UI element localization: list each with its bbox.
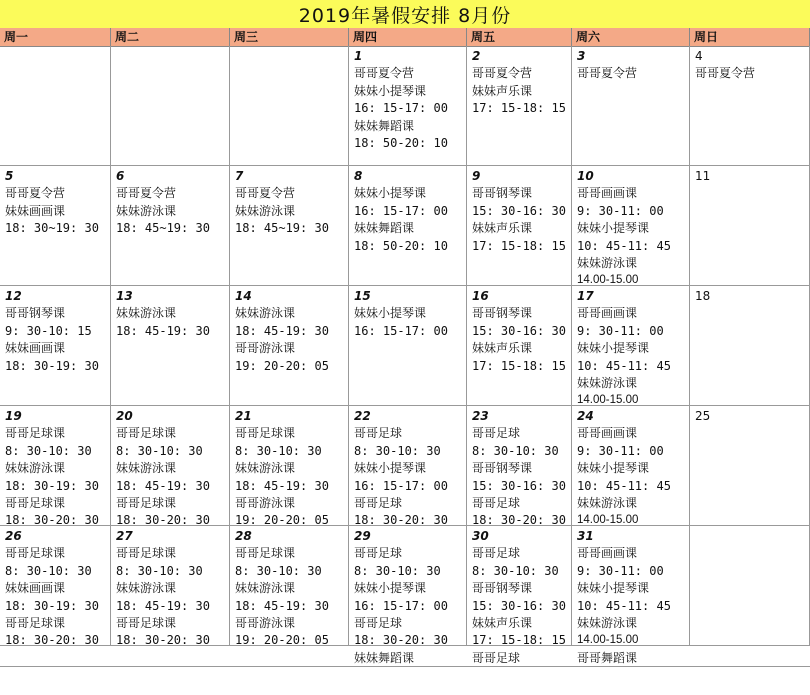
schedule-entry: 16: 15-17: 00 — [354, 478, 448, 493]
schedule-entry: 15: 30-16: 30 — [472, 598, 566, 613]
schedule-entry: 15: 30-16: 30 — [472, 478, 566, 493]
day-number: 11 — [695, 169, 711, 183]
day-number: 23 — [472, 409, 489, 423]
day-cell[interactable] — [349, 406, 467, 526]
schedule-entry: 哥哥夏令营 — [116, 186, 177, 201]
schedule-entry: 妹妹小提琴课 — [354, 581, 427, 596]
schedule-entry: 哥哥足球课 — [5, 616, 66, 631]
schedule-entry: 哥哥足球 — [472, 496, 521, 511]
day-number: 20 — [116, 409, 133, 423]
schedule-entry: 妹妹小提琴课 — [354, 306, 427, 321]
schedule-entry: 9: 30-11: 00 — [577, 203, 664, 218]
schedule-entry: 哥哥足球 — [472, 650, 521, 665]
schedule-entry: 妹妹游泳课 — [116, 581, 177, 596]
day-cell[interactable] — [690, 286, 810, 406]
day-cell[interactable] — [349, 46, 467, 166]
day-cell[interactable] — [690, 526, 810, 646]
schedule-entry: 14.00-15.00 — [577, 274, 639, 287]
schedule-entry: 18: 30~19: 30 — [5, 221, 99, 236]
schedule-entry: 妹妹画画课 — [5, 341, 66, 356]
schedule-entry: 19: 20-20: 05 — [235, 358, 329, 373]
day-cell[interactable] — [230, 46, 349, 166]
schedule-entry: 19: 20-20: 05 — [235, 633, 329, 648]
day-cell[interactable] — [230, 406, 349, 526]
schedule-entry: 8: 30-10: 30 — [116, 563, 203, 578]
schedule-entry: 哥哥足球课 — [116, 616, 177, 631]
schedule-entry: 哥哥夏令营 — [577, 66, 638, 81]
schedule-entry: 哥哥夏令营 — [5, 186, 66, 201]
day-number: 9 — [472, 169, 481, 183]
schedule-entry: 17: 15-18: 15 — [472, 633, 566, 648]
day-number: 5 — [5, 169, 14, 183]
schedule-entry: 17: 15-18: 15 — [472, 238, 566, 253]
schedule-entry: 16: 15-17: 00 — [354, 101, 448, 116]
day-number: 6 — [116, 169, 125, 183]
schedule-entry: 10: 45-11: 45 — [577, 598, 671, 613]
schedule-entry: 8: 30-10: 30 — [5, 563, 92, 578]
schedule-entry: 18: 30-20: 30 — [472, 513, 566, 528]
day-number: 29 — [354, 529, 371, 543]
schedule-entry: 哥哥舞蹈课 — [577, 650, 638, 665]
schedule-entry: 18: 30-20: 30 — [5, 513, 99, 528]
schedule-entry: 哥哥画画课 — [577, 426, 638, 441]
day-cell[interactable] — [0, 46, 111, 166]
schedule-entry: 妹妹游泳课 — [235, 461, 296, 476]
weekday-thu: 周四 — [349, 28, 467, 46]
schedule-entry: 妹妹游泳课 — [235, 581, 296, 596]
calendar-grid — [0, 46, 810, 665]
day-cell[interactable] — [349, 286, 467, 406]
day-number: 19 — [5, 409, 22, 423]
schedule-entry: 妹妹舞蹈课 — [354, 650, 415, 665]
schedule-entry: 10: 45-11: 45 — [577, 478, 671, 493]
schedule-entry: 10: 45-11: 45 — [577, 358, 671, 373]
day-number: 22 — [354, 409, 371, 423]
schedule-entry: 妹妹画画课 — [5, 203, 66, 218]
schedule-entry: 8: 30-10: 30 — [472, 443, 559, 458]
schedule-entry: 妹妹游泳课 — [116, 306, 177, 321]
schedule-entry: 妹妹游泳课 — [577, 496, 638, 511]
day-cell[interactable] — [467, 406, 572, 526]
day-number: 28 — [235, 529, 252, 543]
schedule-entry: 14.00-15.00 — [577, 394, 639, 407]
schedule-entry: 18: 30-19: 30 — [5, 478, 99, 493]
schedule-entry: 9: 30-10: 15 — [5, 323, 92, 338]
schedule-entry: 17: 15-18: 15 — [472, 101, 566, 116]
day-number: 4 — [695, 49, 703, 63]
schedule-entry: 哥哥足球课 — [116, 546, 177, 561]
schedule-entry: 18: 30-20: 30 — [116, 513, 210, 528]
schedule-entry: 哥哥画画课 — [577, 186, 638, 201]
day-cell[interactable] — [349, 166, 467, 286]
day-number: 21 — [235, 409, 252, 423]
schedule-entry: 18: 50-20: 10 — [354, 238, 448, 253]
empty-footer-row — [0, 666, 810, 695]
schedule-entry: 18: 45-19: 30 — [116, 478, 210, 493]
schedule-entry: 妹妹声乐课 — [472, 616, 533, 631]
schedule-entry: 9: 30-11: 00 — [577, 563, 664, 578]
day-number: 13 — [116, 289, 133, 303]
day-number: 10 — [577, 169, 594, 183]
sheet-title: 2019年暑假安排 8月份 — [0, 0, 810, 29]
schedule-entry: 妹妹游泳课 — [235, 203, 296, 218]
schedule-entry: 14.00-15.00 — [577, 514, 639, 527]
schedule-entry: 17: 15-18: 15 — [472, 358, 566, 373]
weekday-sun: 周日 — [690, 28, 810, 46]
schedule-entry: 16: 15-17: 00 — [354, 203, 448, 218]
schedule-entry: 18: 30-19: 30 — [5, 598, 99, 613]
schedule-entry: 妹妹声乐课 — [472, 221, 533, 236]
schedule-entry: 妹妹声乐课 — [472, 83, 533, 98]
schedule-entry: 10: 45-11: 45 — [577, 238, 671, 253]
day-cell[interactable] — [467, 526, 572, 665]
schedule-entry: 哥哥画画课 — [577, 306, 638, 321]
schedule-entry: 妹妹声乐课 — [472, 341, 533, 356]
day-number: 27 — [116, 529, 133, 543]
schedule-entry: 妹妹小提琴课 — [354, 186, 427, 201]
day-number: 26 — [5, 529, 22, 543]
schedule-entry: 哥哥画画课 — [577, 546, 638, 561]
schedule-entry: 妹妹游泳课 — [116, 203, 177, 218]
schedule-entry: 妹妹小提琴课 — [354, 83, 427, 98]
schedule-entry: 哥哥夏令营 — [235, 186, 296, 201]
schedule-entry: 18: 45-19: 30 — [235, 323, 329, 338]
schedule-entry: 18: 45-19: 30 — [235, 598, 329, 613]
schedule-entry: 妹妹小提琴课 — [577, 461, 650, 476]
day-number: 7 — [235, 169, 244, 183]
schedule-entry: 19: 20-20: 05 — [235, 513, 329, 528]
schedule-entry: 妹妹游泳课 — [577, 616, 638, 631]
day-number: 31 — [577, 529, 594, 543]
day-cell[interactable] — [230, 166, 349, 286]
day-cell[interactable] — [111, 286, 230, 406]
schedule-entry: 妹妹小提琴课 — [354, 461, 427, 476]
day-cell[interactable] — [0, 166, 111, 286]
day-cell[interactable] — [111, 46, 230, 166]
day-number: 18 — [695, 289, 711, 303]
day-cell[interactable] — [690, 46, 810, 166]
schedule-entry: 8: 30-10: 30 — [116, 443, 203, 458]
schedule-entry: 哥哥足球 — [472, 426, 521, 441]
day-cell[interactable] — [0, 526, 111, 646]
schedule-entry: 妹妹游泳课 — [577, 256, 638, 271]
day-number: 15 — [354, 289, 371, 303]
weekday-fri: 周五 — [467, 28, 572, 46]
day-number: 12 — [5, 289, 22, 303]
schedule-entry: 16: 15-17: 00 — [354, 598, 448, 613]
day-cell[interactable] — [690, 406, 810, 526]
schedule-entry: 妹妹小提琴课 — [577, 221, 650, 236]
schedule-entry: 妹妹画画课 — [5, 581, 66, 596]
weekday-header — [0, 28, 810, 47]
schedule-entry: 18: 45-19: 30 — [116, 598, 210, 613]
day-number: 17 — [577, 289, 594, 303]
day-cell[interactable] — [572, 166, 690, 286]
schedule-entry: 妹妹小提琴课 — [577, 581, 650, 596]
day-cell[interactable] — [111, 166, 230, 286]
schedule-entry: 18: 30-19: 30 — [5, 358, 99, 373]
day-cell[interactable] — [572, 406, 690, 526]
schedule-entry: 哥哥夏令营 — [695, 66, 756, 81]
schedule-entry: 妹妹小提琴课 — [577, 341, 650, 356]
schedule-entry: 哥哥足球 — [354, 496, 403, 511]
schedule-entry: 妹妹舞蹈课 — [354, 118, 415, 133]
schedule-entry: 8: 30-10: 30 — [5, 443, 92, 458]
schedule-entry: 哥哥足球课 — [5, 546, 66, 561]
day-cell[interactable] — [690, 166, 810, 286]
schedule-entry: 18: 30-20: 30 — [5, 633, 99, 648]
schedule-entry: 妹妹舞蹈课 — [354, 221, 415, 236]
schedule-entry: 哥哥足球课 — [235, 546, 296, 561]
schedule-entry: 18: 30-20: 30 — [116, 633, 210, 648]
day-cell[interactable] — [0, 406, 111, 526]
schedule-entry: 哥哥足球 — [354, 546, 403, 561]
schedule-entry: 16: 15-17: 00 — [354, 323, 448, 338]
schedule-entry: 18: 45~19: 30 — [116, 221, 210, 236]
schedule-entry: 8: 30-10: 30 — [472, 563, 559, 578]
schedule-entry: 哥哥钢琴课 — [472, 186, 533, 201]
schedule-entry: 哥哥游泳课 — [235, 341, 296, 356]
schedule-entry: 妹妹游泳课 — [235, 306, 296, 321]
schedule-entry: 哥哥足球课 — [5, 426, 66, 441]
schedule-entry: 18: 45-19: 30 — [116, 323, 210, 338]
schedule-entry: 18: 30-20: 30 — [354, 513, 448, 528]
schedule-entry: 哥哥足球课 — [116, 496, 177, 511]
schedule-entry: 哥哥钢琴课 — [472, 306, 533, 321]
day-cell[interactable] — [467, 46, 572, 166]
schedule-entry: 15: 30-16: 30 — [472, 203, 566, 218]
schedule-entry: 8: 30-10: 30 — [354, 563, 441, 578]
schedule-entry: 哥哥足球 — [354, 426, 403, 441]
day-cell[interactable] — [572, 526, 690, 665]
day-cell[interactable] — [111, 406, 230, 526]
day-cell[interactable] — [572, 286, 690, 406]
day-cell[interactable] — [111, 526, 230, 646]
day-cell[interactable] — [572, 46, 690, 166]
schedule-entry: 8: 30-10: 30 — [235, 443, 322, 458]
schedule-entry: 哥哥钢琴课 — [472, 461, 533, 476]
schedule-entry: 哥哥游泳课 — [235, 616, 296, 631]
schedule-entry: 9: 30-11: 00 — [577, 443, 664, 458]
schedule-entry: 哥哥足球 — [472, 546, 521, 561]
schedule-entry: 18: 45-19: 30 — [235, 478, 329, 493]
schedule-entry: 18: 45~19: 30 — [235, 221, 329, 236]
schedule-entry: 9: 30-11: 00 — [577, 323, 664, 338]
day-number: 25 — [695, 409, 711, 423]
schedule-entry: 15: 30-16: 30 — [472, 323, 566, 338]
schedule-entry: 8: 30-10: 30 — [354, 443, 441, 458]
day-cell[interactable] — [467, 166, 572, 286]
schedule-entry: 18: 30-20: 30 — [354, 633, 448, 648]
schedule-entry: 妹妹游泳课 — [116, 461, 177, 476]
schedule-entry: 哥哥足球 — [354, 616, 403, 631]
day-cell[interactable] — [467, 286, 572, 406]
schedule-entry: 8: 30-10: 30 — [235, 563, 322, 578]
schedule-entry: 哥哥钢琴课 — [5, 306, 66, 321]
day-number: 3 — [577, 49, 586, 63]
day-cell[interactable] — [349, 526, 467, 665]
schedule-entry: 18: 50-20: 10 — [354, 136, 448, 151]
day-cell[interactable] — [0, 286, 111, 406]
schedule-entry: 哥哥夏令营 — [354, 66, 415, 81]
day-number: 2 — [472, 49, 481, 63]
day-number: 14 — [235, 289, 252, 303]
weekday-wed: 周三 — [230, 28, 349, 46]
day-number: 24 — [577, 409, 594, 423]
day-number: 8 — [354, 169, 363, 183]
schedule-entry: 哥哥足球课 — [5, 496, 66, 511]
schedule-entry: 妹妹游泳课 — [5, 461, 66, 476]
day-number: 30 — [472, 529, 489, 543]
schedule-entry: 哥哥足球课 — [235, 426, 296, 441]
schedule-entry: 妹妹游泳课 — [577, 376, 638, 391]
weekday-tue: 周二 — [111, 28, 230, 46]
day-cell[interactable] — [230, 526, 349, 646]
day-number: 16 — [472, 289, 489, 303]
schedule-entry: 哥哥夏令营 — [472, 66, 533, 81]
schedule-entry: 哥哥钢琴课 — [472, 581, 533, 596]
day-cell[interactable] — [230, 286, 349, 406]
weekday-sat: 周六 — [572, 28, 690, 46]
schedule-entry: 哥哥足球课 — [116, 426, 177, 441]
schedule-entry: 14.00-15.00 — [577, 634, 639, 647]
day-number: 1 — [354, 49, 363, 63]
weekday-mon: 周一 — [0, 28, 111, 46]
schedule-entry: 哥哥游泳课 — [235, 496, 296, 511]
